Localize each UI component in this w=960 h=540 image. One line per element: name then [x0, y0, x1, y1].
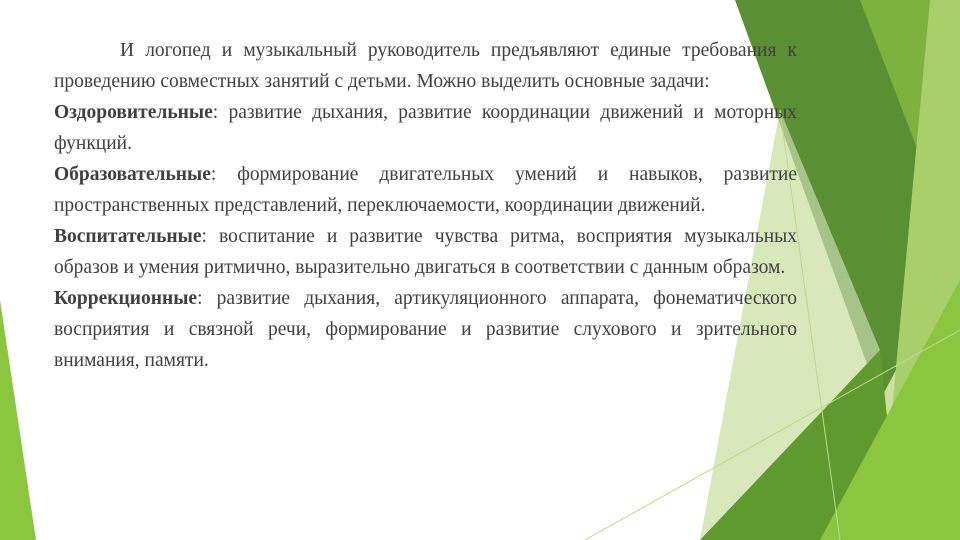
- task-term: Оздоровительные: [54, 102, 213, 123]
- task-separator: :: [197, 288, 217, 309]
- task-separator: :: [210, 164, 238, 185]
- task-term: Образовательные: [54, 164, 211, 185]
- task-text: формирование двигательных умений и навыков, развитие пространственных представлений, переключаемости, координации движений.: [54, 164, 797, 216]
- task-text: развитие дыхания, артикуляционного аппарата, фонематического восприятия и связной речи, формирование и развитие слухового и зрительного внимания, памяти.: [54, 288, 797, 371]
- task-separator: :: [201, 226, 220, 247]
- task-separator: :: [212, 102, 229, 123]
- task-term: Воспитательные: [54, 226, 202, 247]
- task-text: развитие дыхания, развитие координации движений и моторных функций.: [54, 102, 798, 154]
- intro-paragraph: И логопед и музыкальный руководитель предъявляют единые требования к проведению совместных занятий с детьми. Можно выделить основные задачи:: [54, 40, 797, 92]
- task-term: Коррекционные: [54, 288, 198, 309]
- task-text: воспитание и развитие чувства ритма, восприятия музыкальных образов и умения ритмично, выразительно двигаться в соответствии с данным образом.: [54, 226, 797, 278]
- slide-body-text: [54, 35, 797, 376]
- task-paragraph-educational: [54, 159, 797, 221]
- task-paragraph-health: [54, 97, 797, 159]
- task-paragraph-correctional: [54, 283, 797, 376]
- task-paragraph-upbringing: [54, 221, 797, 283]
- left-green-sliver: [0, 300, 36, 540]
